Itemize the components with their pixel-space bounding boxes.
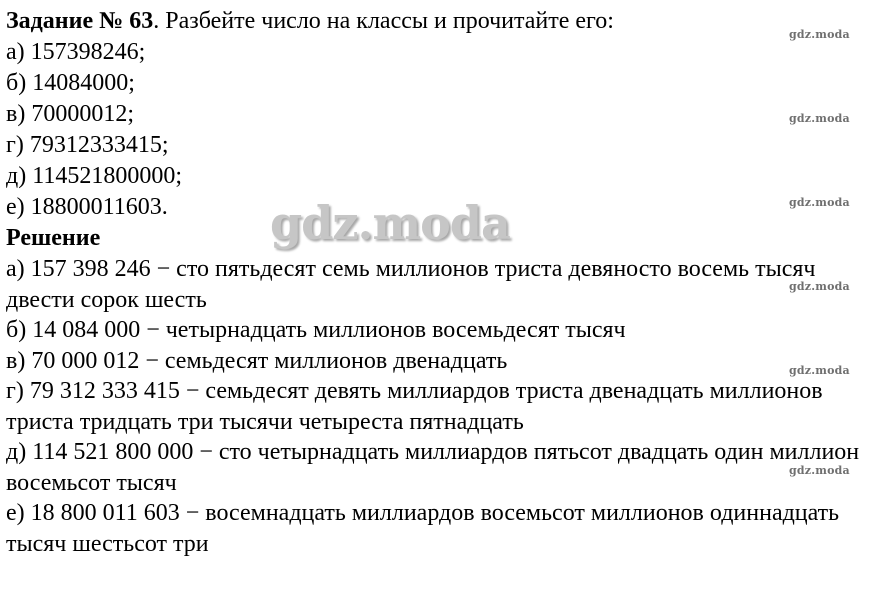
solution-answer-e: е) 18 800 011 603 − восемнадцать миллиардов восемьсот миллионов одиннадцать тысяч шестьсот три xyxy=(6,500,840,557)
watermark-small-5: gdz.moda xyxy=(789,364,850,377)
watermark-small-4: gdz.moda xyxy=(789,280,850,293)
task-item-e: е) 18800011603. xyxy=(6,194,168,220)
watermark-small-3: gdz.moda xyxy=(789,196,850,209)
solution-heading: Решение xyxy=(6,225,101,251)
task-item-b: б) 14084000; xyxy=(6,70,135,96)
watermark-small-6: gdz.moda xyxy=(789,464,850,477)
task-title-line xyxy=(6,6,866,37)
solution-answer-b: б) 14 084 000 − четырнадцать миллионов восемьдесят тысяч xyxy=(6,317,626,343)
solution-answer-a: а) 157 398 246 − сто пятьдесят семь миллионов триста девяносто восемь тысяч двести сорок шесть xyxy=(6,256,816,313)
watermark-small-2: gdz.moda xyxy=(789,112,850,125)
task-item-d: д) 114521800000; xyxy=(6,163,182,189)
watermark-large: gdz.moda xyxy=(270,196,510,250)
solution-answer-d: д) 114 521 800 000 − сто четырнадцать миллиардов пятьсот двадцать один миллион восемьсот тысяч xyxy=(6,439,860,496)
task-item-a: а) 157398246; xyxy=(6,39,146,65)
watermark-small-1: gdz.moda xyxy=(789,28,850,41)
task-statement: . Разбейте число на классы и прочитайте его: xyxy=(153,8,614,34)
solution-answer-v: в) 70 000 012 − семьдесят миллионов двенадцать xyxy=(6,347,508,374)
task-number: Задание № 63 xyxy=(6,8,154,34)
task-item-v: в) 70000012; xyxy=(6,101,134,127)
solution-answer-g: г) 79 312 333 415 − семьдесят девять миллиардов триста двенадцать миллионов триста тридцать три тысячи четыреста пятнадцать xyxy=(6,378,823,435)
task-item-g: г) 79312333415; xyxy=(6,132,169,158)
document-body xyxy=(6,6,866,559)
